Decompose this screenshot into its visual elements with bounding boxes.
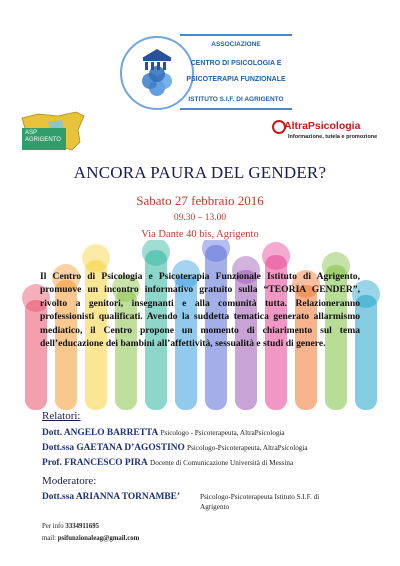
altrapsicologia-tagline: Informazione, tutela e promozione — [288, 134, 378, 140]
speakers-label: Relatori: — [42, 410, 81, 422]
speaker-name: Prof. FRANCESCO PIRA — [42, 458, 148, 468]
contact-phone-row — [42, 521, 99, 532]
event-time: 09.30 – 13.00 — [173, 213, 227, 223]
speaker-name: Dott.ssa GAETANA D’AGOSTINO — [42, 443, 185, 453]
institute-name: ISTITUTO S.I.F. DI AGRIGENTO — [188, 96, 284, 103]
speaker-role: Docente di Comunicazione Università di Messina — [150, 459, 294, 467]
speaker-role: Psicologo - Psicoterapeuta, AltraPsicologia — [160, 429, 285, 437]
center-name-line1: CENTRO DI PSICOLOGIA E — [190, 60, 282, 67]
moderator-role-line2: Agrigento — [200, 503, 230, 511]
event-description: Il Centro di Psicologia e Psicoterapia Funzionale Istituto di Agrigento, promuove un incontro informativo gratuito sulla “TEORIA GENDER”, rivolto a genitori, insegnanti e alla comunità tutta. Relazioneranno professionisti qualificati. Avendo la suddetta tematica generato allarmismo mediatico, il Centro propone un momento di chiarimento sul tema dell’educazione dei bambini all’affettività, sessualità e studi di genere. — [40, 271, 360, 350]
speaker-row — [42, 457, 293, 468]
speaker-row — [42, 427, 285, 438]
asp-agrigento-badge — [22, 128, 66, 150]
phone-number[interactable]: 3334911695 — [65, 523, 100, 530]
altrapsicologia-name: AltraPsicologia — [284, 120, 361, 132]
speaker-name: Dott. ANGELO BARRETTA — [42, 428, 159, 438]
event-date: Sabato 27 febbraio 2016 — [136, 193, 264, 208]
email-link[interactable]: psifunzionaleag@gmail.com — [57, 535, 140, 542]
moderator-label: Moderatore: — [42, 475, 97, 487]
association-label: ASSOCIAZIONE — [211, 41, 261, 48]
moderator-role — [200, 492, 380, 512]
altrapsicologia-logo — [272, 120, 388, 150]
agrigento-label: AGRIGENTO — [25, 137, 61, 143]
moderator-role-line1: Psicologo-Psicoterapeuta Istituto S.I.F. di — [200, 493, 320, 501]
event-title: ANCORA PAURA DEL GENDER? — [73, 163, 327, 182]
mail-label: mail: — [42, 535, 56, 542]
info-label: Per info — [42, 523, 64, 530]
speaker-row — [42, 442, 308, 453]
moderator-name-row — [42, 491, 180, 502]
center-name-line2: PSICOTERAPIA FUNZIONALE — [186, 76, 286, 83]
asp-label: ASP — [25, 130, 38, 136]
event-address: Via Dante 40 bis, Agrigento — [141, 229, 259, 240]
association-name-block — [180, 34, 292, 110]
speaker-role: Psicologo-Psicoterapeuta, AltraPsicologia — [187, 444, 308, 452]
contact-email-row — [42, 533, 139, 544]
moderator-name: Dott.ssa ARIANNA TORNAMBE’ — [42, 492, 180, 502]
